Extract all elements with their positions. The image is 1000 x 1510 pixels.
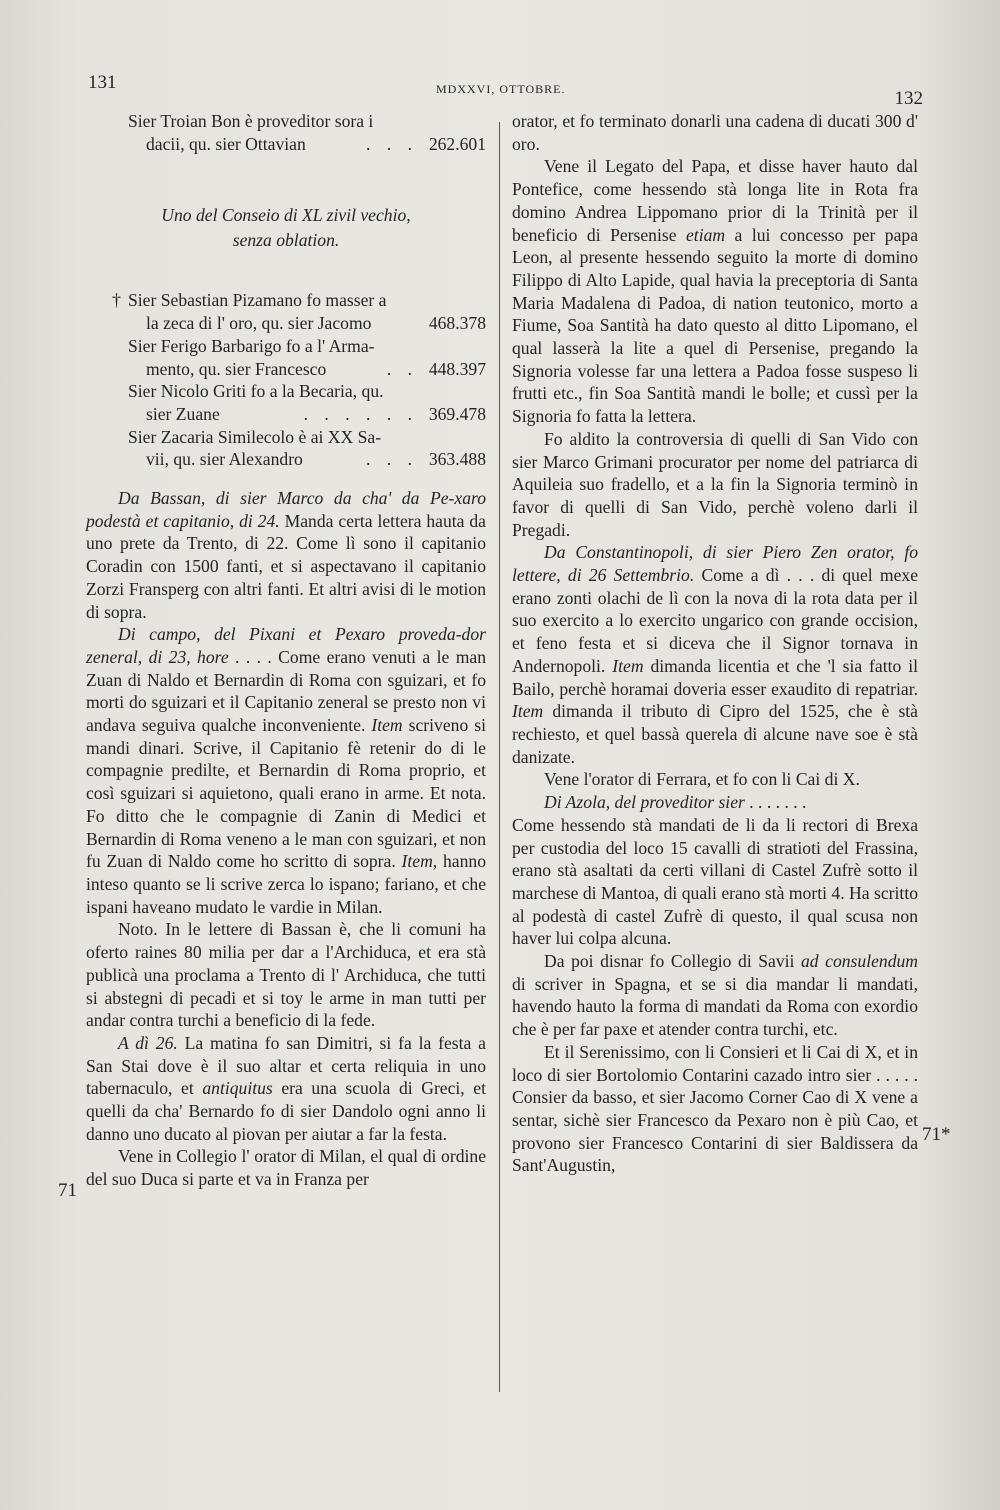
paragraph: Vene l'orator di Ferrara, et fo con li Cai di X. [544,769,860,790]
right-column [512,110,918,1177]
election-entry: Sier Troian Bon è proveditor sora i dacii, qu. sier Ottavian . . . 262.601 [128,111,486,154]
election-entry: Sier Zacaria Similecolo è ai XX Sa- vii, qu. sier Alexandro . . . 363.488 [128,426,486,470]
paragraph: Fo aldito la controversia di quelli di San Vido con sier Marco Grimani procurator per nome del patriarca di Aquileia suo fradello, et a la fin la Signoria terminò in favor di quelli di San Vido, perchè voleno darli il Pregadi. [512,428,918,540]
running-title: MDXXVI, OTTOBRE. [436,82,566,96]
vote-count: 363.488 [428,449,486,470]
section-heading: senza oblation. [232,230,340,251]
page-number-left: 131 [88,72,117,93]
page-number-right: 132 [894,88,923,109]
paragraph: A dì 26. La matina fo san Dimitri, si fa la festa a San Stai dove è il suo altar et certa reliquia in uno tabernaculo, et antiquitus era una scuola di Greci, et quelli da cha' Bernardo fo di sier Dandolo ogni anno li danno uno ducato al piovan per aiutar a far la festa. [86,1032,487,1144]
vote-count: 448.397 [428,358,486,379]
paragraph: Di Azola, del proveditor sier . . . . . . . [544,792,807,813]
election-entry: Sier Ferigo Barbarigo fo a l' Arma- mento, qu. sier Francesco . . 448.397 [128,335,486,379]
paragraph: orator, et fo terminato donarli una cadena di ducati 300 d' oro. [512,111,918,154]
paragraph: Vene in Collegio l' orator di Milan, el qual di ordine del suo Duca si parte et va in Franza per [86,1146,486,1190]
paragraph: Da Constantinopoli, di sier Piero Zen orator, fo lettere, di 26 Settembrio. Come a dì . . . di quel mexe erano zonti olachi de lì con la nova di la rota data per il suo exercito a lo exercito ungarico con grande occision, et feno festa et si diceva che il Signor tornava in Andernopoli. Item dimanda licentia et che 'l sia fatto il Bailo, perchè horamai doveria esser exaudito di repatriar. Item dimanda il tributo di Cipro del 1525, che è stà rechiesto, et quel bassà querela di alcune nave soe è stà danizate. [512,542,919,767]
paragraph: Da poi disnar fo Collegio di Savii ad consulendum di scriver in Spagna, et se si dia mandar li mandati, havendo hauto la forma di mandati da Roma con exordio che è per far paxe et atender contra turchi, etc. [512,951,918,1040]
paragraph: Noto. In le lettere di Bassan è, che li comuni ha oferto raines 80 milia per dar a l'Archiduca, et era stà publicà una proclama a Trento di l' Archiduca, che tutti si abstegni di pecadi et si toy le arme in man tutti per andar contra turchi a beneficio di la fede. [86,919,486,1031]
paragraph: Come hessendo stà mandati de li da li rectori di Brexa per custodia del loco 15 cavalli di stratioti del Frassina, erano stà asaltati da certi villani di Castel Zufrè sotto il marchese di Mantoa, di quali erano stà morti 4. Ha scritto al podestà di castel Zufrè di questo, il qual scusa non haver lui colpa alcuna. [512,814,918,949]
election-entry: Sier Nicolo Griti fo a la Becaria, qu. sier Zuane . . . . . . 369.478 [128,381,486,424]
column-divider [499,122,500,1392]
left-column [86,110,486,1191]
vote-count: 468.378 [428,313,486,334]
paragraph: Da Bassan, di sier Marco da cha' da Pe-xaro podestà et capitanio, di 24. Manda certa lettera hauta da uno prete da Trento, di 22. Come lì sono il capitanio Coradin con 1500 fanti, et si aspectavano il capitanio Zorzi Fransperg con altri fanti. Et altri avisi di le motion di sopra. [86,488,486,622]
cross-symbol: † [112,290,121,311]
paragraph: Di campo, del Pixani et Pexaro proveda-dor zeneral, di 23, hore . . . . Come erano venuti a le man Zuan di Naldo et Bernardin di Roma con sguizari, et fo morti do sguizari et il Capitanio zeneral se presto non vi andava seguiva qualche inconveniente. Item scriveno si mandi dinari. Scrive, il Capitanio fè retenir do di le compagnie predilte, et Bernardin di Roma proprio, et così sguizari si aquietono, quali erano in arme. Et nota. Fo ditto che le compagnie di Zanin di Medici et Bernardin di Roma veneno a le man con sguizari, et non fu Zuan di Naldo come ho scritto di sopra. Item, hanno inteso quanto se li scrive zerca lo ispano; fariano, et che ispani haveano mudato le vardie in Milan. [86,624,486,917]
margin-number-left: 71 [58,1180,77,1201]
vote-count: 369.478 [428,403,486,424]
section-heading: Uno del Conseio di XL zivil vechio, [161,205,411,226]
paragraph: Vene il Legato del Papa, et disse haver hauto dal Pontefice, come hessendo stà longa lite in Rota fra domino Andrea Lippomano prior di la Trinità per il beneficio di Persenise etiam a lui concesso per papa Leon, al presente hessendo seguito la morte di domino Filippo di Alto Lapide, qual havia la preceptoria di Santa Maria Madalena di Padoa, di nation teutonico, morto a Fiume, Soa Santità ha dato questo al ditto Lipomano, el qual lasserà la lite a quel di Persenise, pregando la Signoria volesse far una lettera a Padoa fosse suspeso li frutti etc., fin Soa Santità mandi le bolle; et cussì per la Signoria fo fatta la lettera. [512,156,918,427]
paragraph: Et il Serenissimo, con li Consieri et li Cai di X, et in loco di sier Bortolomio Contarini cazado intro sier . . . . . Consier da basso, et sier Jacomo Corner Cao di X vene a sentar, sichè sier Francesco da Pexaro non è più Cao, et provono sier Francesco Contarini di sier Baldissera da Sant'Augustin, [512,1041,918,1176]
vote-count: 262.601 [428,133,486,154]
election-entry: † Sier Sebastian Pizamano fo masser a la zeca di l' oro, qu. sier Jacomo 468.378 [112,290,486,334]
margin-number-right: 71* [922,1124,951,1145]
